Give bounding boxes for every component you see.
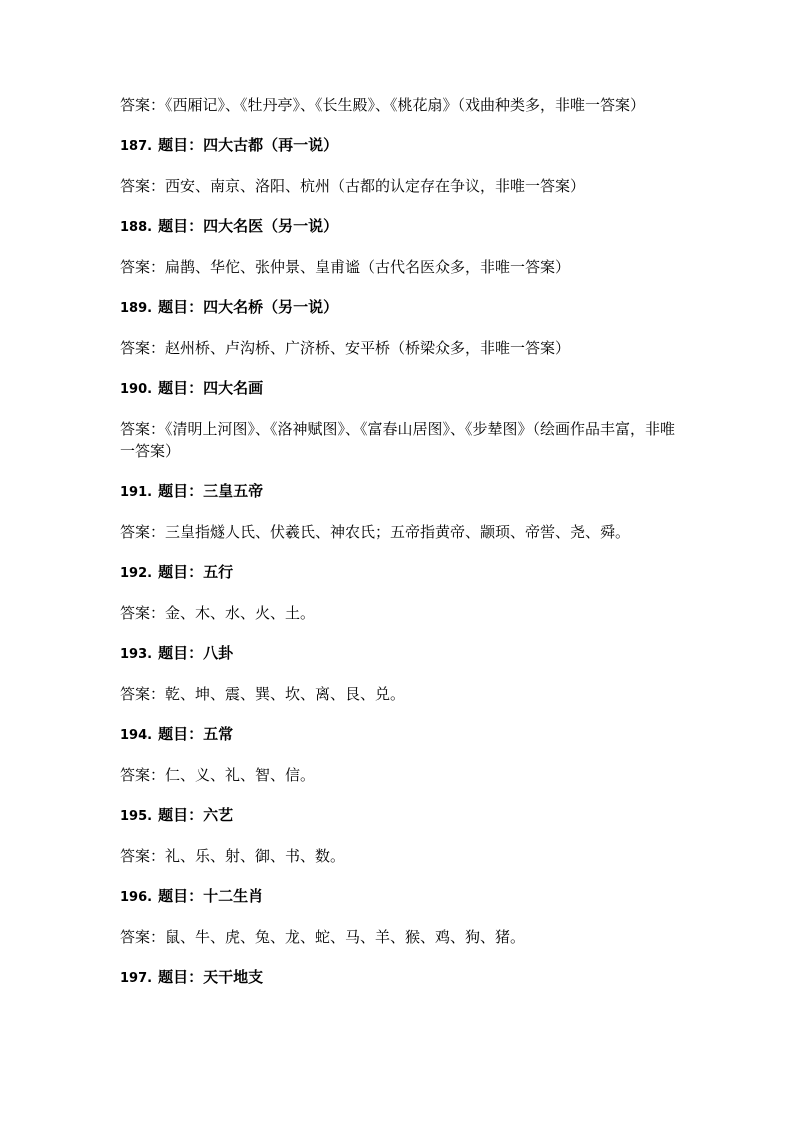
question-title: 八卦 xyxy=(203,644,234,662)
answer-paragraph xyxy=(120,521,686,543)
question-heading xyxy=(120,377,686,401)
question-title: 四大名画 xyxy=(203,379,264,397)
answer-prefix: 答案： xyxy=(120,685,166,703)
question-number: 190. xyxy=(120,382,153,397)
answer-paragraph xyxy=(120,602,686,624)
answer-prefix: 答案： xyxy=(120,847,166,865)
answer-paragraph xyxy=(120,845,686,867)
answer-prefix: 答案： xyxy=(120,420,166,438)
question-heading xyxy=(120,215,686,239)
answer-prefix: 答案： xyxy=(120,604,166,622)
question-number: 189. xyxy=(120,301,153,316)
question-number: 192. xyxy=(120,566,153,581)
answer-text: 《清明上河图》、《洛神赋图》、《富春山居图》、《步辇图》（绘画作品丰富，非唯一答案） xyxy=(120,420,676,460)
answer-paragraph xyxy=(120,337,686,359)
question-title: 天干地支 xyxy=(203,968,264,986)
answer-prefix: 答案： xyxy=(120,258,166,276)
answer-prefix: 答案： xyxy=(120,177,166,195)
document-body xyxy=(120,94,686,990)
answer-paragraph xyxy=(120,764,686,786)
answer-paragraph xyxy=(120,94,686,116)
answer-text: 扁鹊、华佗、张仲景、皇甫谧（古代名医众多，非唯一答案） xyxy=(165,258,571,276)
answer-text: 《西厢记》、《牡丹亭》、《长生殿》、《桃花扇》（戏曲种类多，非唯一答案） xyxy=(165,96,646,114)
question-heading xyxy=(120,966,686,990)
question-number: 187. xyxy=(120,139,153,154)
answer-text: 三皇指燧人氏、伏羲氏、神农氏；五帝指黄帝、颛顼、帝喾、尧、舜。 xyxy=(165,523,631,541)
question-title: 三皇五帝 xyxy=(203,482,264,500)
question-title: 十二生肖 xyxy=(203,887,264,905)
answer-text: 乾、坤、震、巽、坎、离、艮、兑。 xyxy=(165,685,406,703)
answer-text: 礼、乐、射、御、书、数。 xyxy=(165,847,346,865)
answer-prefix: 答案： xyxy=(120,339,166,357)
question-number: 197. xyxy=(120,971,153,986)
question-heading xyxy=(120,296,686,320)
question-title: 四大名桥（另一说） xyxy=(203,298,339,316)
answer-text: 西安、南京、洛阳、杭州（古都的认定存在争议，非唯一答案） xyxy=(165,177,586,195)
question-prefix: 题目： xyxy=(158,298,204,316)
answer-paragraph xyxy=(120,926,686,948)
answer-prefix: 答案： xyxy=(120,928,166,946)
question-heading xyxy=(120,561,686,585)
question-heading xyxy=(120,723,686,747)
question-heading xyxy=(120,804,686,828)
question-title: 六艺 xyxy=(203,806,234,824)
question-title: 五常 xyxy=(203,725,234,743)
question-number: 188. xyxy=(120,220,153,235)
answer-text: 赵州桥、卢沟桥、广济桥、安平桥（桥梁众多，非唯一答案） xyxy=(165,339,571,357)
answer-prefix: 答案： xyxy=(120,766,166,784)
question-prefix: 题目： xyxy=(158,217,204,235)
question-number: 194. xyxy=(120,728,153,743)
answer-prefix: 答案： xyxy=(120,96,166,114)
question-prefix: 题目： xyxy=(158,482,204,500)
question-prefix: 题目： xyxy=(158,379,204,397)
answer-text: 仁、义、礼、智、信。 xyxy=(165,766,316,784)
question-heading xyxy=(120,134,686,158)
question-prefix: 题目： xyxy=(158,968,204,986)
answer-paragraph xyxy=(120,418,686,462)
question-number: 191. xyxy=(120,485,153,500)
answer-paragraph xyxy=(120,256,686,278)
answer-text: 金、木、水、火、土。 xyxy=(165,604,316,622)
question-number: 193. xyxy=(120,647,153,662)
question-prefix: 题目： xyxy=(158,136,204,154)
answer-paragraph xyxy=(120,175,686,197)
question-title: 四大名医（另一说） xyxy=(203,217,339,235)
question-prefix: 题目： xyxy=(158,644,204,662)
answer-text: 鼠、牛、虎、兔、龙、蛇、马、羊、猴、鸡、狗、猪。 xyxy=(165,928,526,946)
question-prefix: 题目： xyxy=(158,563,204,581)
question-prefix: 题目： xyxy=(158,725,204,743)
answer-paragraph xyxy=(120,683,686,705)
question-number: 196. xyxy=(120,890,153,905)
question-title: 五行 xyxy=(203,563,234,581)
question-heading xyxy=(120,642,686,666)
question-prefix: 题目： xyxy=(158,887,204,905)
answer-prefix: 答案： xyxy=(120,523,166,541)
question-number: 195. xyxy=(120,809,153,824)
question-heading xyxy=(120,480,686,504)
question-prefix: 题目： xyxy=(158,806,204,824)
question-title: 四大古都（再一说） xyxy=(203,136,339,154)
question-heading xyxy=(120,885,686,909)
